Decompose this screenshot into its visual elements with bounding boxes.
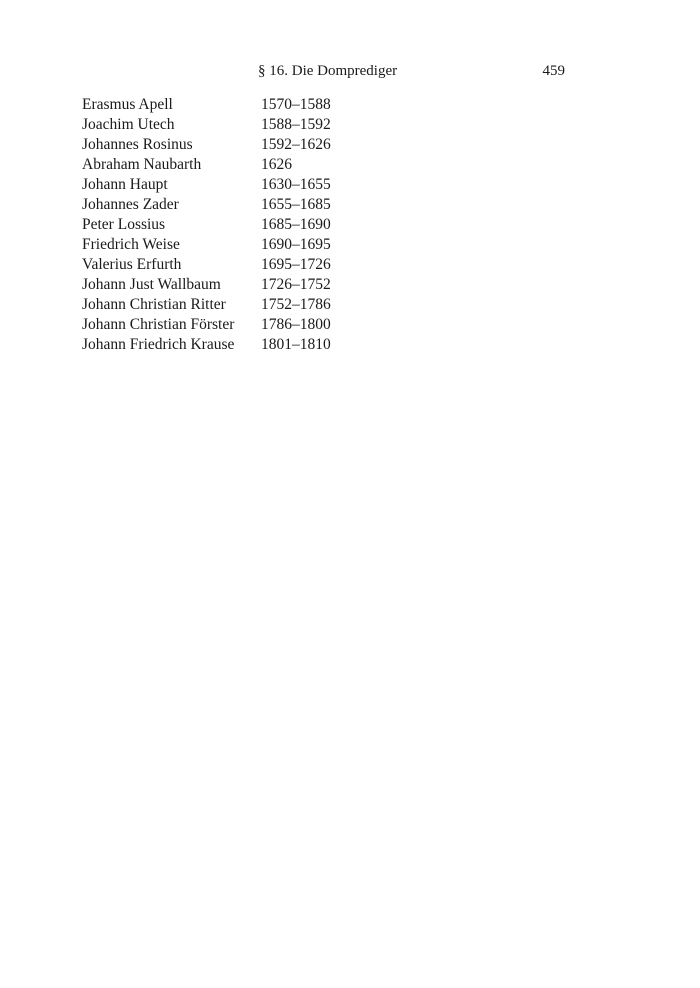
- entry-name: Valerius Erfurth: [82, 256, 182, 273]
- entry-years: 1685–1690: [261, 216, 331, 233]
- entry-name: Johann Christian Ritter: [82, 296, 226, 313]
- entry-years: 1690–1695: [261, 236, 331, 253]
- running-head: [0, 61, 700, 81]
- entry-years: 1801–1810: [261, 336, 331, 353]
- list-item: [82, 235, 382, 255]
- list-item: [82, 255, 382, 275]
- entry-years: 1786–1800: [261, 316, 331, 333]
- entry-years: 1630–1655: [261, 176, 331, 193]
- entry-name: Johannes Zader: [82, 196, 179, 213]
- running-head-title: § 16. Die Domprediger: [258, 63, 398, 79]
- entry-years: 1726–1752: [261, 276, 331, 293]
- list-item: [82, 275, 382, 295]
- entry-name: Johann Just Wallbaum: [82, 276, 221, 293]
- page-number: 459: [542, 63, 565, 79]
- entry-years: 1592–1626: [261, 136, 331, 153]
- list-item: [82, 95, 382, 115]
- list-item: [82, 195, 382, 215]
- list-item: [82, 155, 382, 175]
- list-item: [82, 215, 382, 235]
- entry-name: Peter Lossius: [82, 216, 166, 233]
- entry-name: Joachim Utech: [82, 116, 175, 133]
- entry-name: Abraham Naubarth: [82, 156, 202, 173]
- list-item: [82, 115, 382, 135]
- entry-years: 1626: [261, 156, 292, 173]
- entry-years: 1655–1685: [261, 196, 331, 213]
- preacher-list: [82, 95, 382, 355]
- list-item: [82, 175, 382, 195]
- entry-name: Johann Haupt: [82, 176, 168, 193]
- entry-years: 1588–1592: [261, 116, 331, 133]
- entry-name: Johannes Rosinus: [82, 136, 193, 153]
- list-item: [82, 335, 382, 355]
- entry-name: Erasmus Apell: [82, 96, 173, 113]
- entry-name: Johann Christian Förster: [82, 316, 235, 333]
- entry-name: Friedrich Weise: [82, 236, 180, 253]
- entry-name: Johann Friedrich Krause: [82, 336, 235, 353]
- entry-years: 1752–1786: [261, 296, 331, 313]
- entry-years: 1695–1726: [261, 256, 331, 273]
- entry-years: 1570–1588: [261, 96, 331, 113]
- list-item: [82, 315, 382, 335]
- list-item: [82, 295, 382, 315]
- list-item: [82, 135, 382, 155]
